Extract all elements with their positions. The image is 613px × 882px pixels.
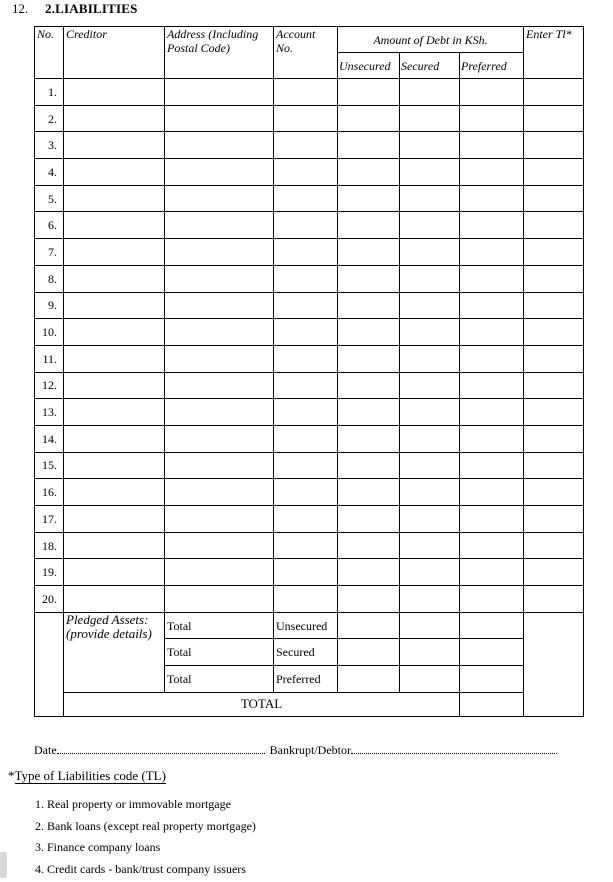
creditor-cell[interactable] [64, 479, 165, 506]
tl-cell[interactable] [524, 239, 584, 266]
tl-code-list [35, 796, 256, 882]
address-cell[interactable] [165, 506, 274, 533]
preferred-cell[interactable] [460, 185, 524, 212]
creditor-cell[interactable] [64, 185, 165, 212]
preferred-cell[interactable] [460, 239, 524, 266]
summary-row [35, 612, 584, 639]
account-cell[interactable] [274, 265, 338, 292]
address-cell[interactable] [165, 532, 274, 559]
row-number: 14. [35, 425, 64, 452]
unsecured-cell[interactable] [338, 319, 400, 346]
preferred-cell[interactable] [460, 532, 524, 559]
row-number: 9. [35, 292, 64, 319]
summary-amount-cell[interactable] [338, 639, 400, 666]
row-number: 5. [35, 185, 64, 212]
table-row [35, 212, 584, 239]
tl-summary-cell[interactable] [524, 612, 584, 716]
account-cell[interactable] [274, 319, 338, 346]
total-kind-label: Unsecured [274, 612, 338, 639]
table-row [35, 586, 584, 613]
tl-cell[interactable] [524, 559, 584, 586]
tl-cell[interactable] [524, 212, 584, 239]
header-creditor: Creditor [64, 27, 165, 79]
total-label: Total [165, 666, 274, 693]
table-row [35, 132, 584, 159]
unsecured-cell[interactable] [338, 185, 400, 212]
tl-cell[interactable] [524, 292, 584, 319]
account-cell[interactable] [274, 79, 338, 106]
creditor-cell[interactable] [64, 506, 165, 533]
summary-amount-cell[interactable] [400, 612, 460, 639]
creditor-cell[interactable] [64, 79, 165, 106]
preferred-cell[interactable] [460, 319, 524, 346]
unsecured-cell[interactable] [338, 586, 400, 613]
tl-cell[interactable] [524, 506, 584, 533]
address-cell[interactable] [165, 185, 274, 212]
tl-cell[interactable] [524, 452, 584, 479]
row-number: 2. [35, 105, 64, 132]
secured-cell[interactable] [400, 239, 460, 266]
table-row [35, 452, 584, 479]
address-cell[interactable] [165, 425, 274, 452]
address-cell[interactable] [165, 159, 274, 186]
header-no: No. [35, 27, 64, 79]
creditor-cell[interactable] [64, 292, 165, 319]
table-row [35, 79, 584, 106]
table-row [35, 399, 584, 426]
secured-cell[interactable] [400, 559, 460, 586]
table-row [35, 319, 584, 346]
unsecured-cell[interactable] [338, 425, 400, 452]
preferred-cell[interactable] [460, 559, 524, 586]
tl-cell[interactable] [524, 79, 584, 106]
secured-cell[interactable] [400, 372, 460, 399]
row-number: 8. [35, 265, 64, 292]
unsecured-cell[interactable] [338, 506, 400, 533]
preferred-cell[interactable] [460, 506, 524, 533]
header-enter-tl: Enter Tl* [524, 27, 584, 79]
address-cell[interactable] [165, 79, 274, 106]
preferred-cell[interactable] [460, 265, 524, 292]
unsecured-cell[interactable] [338, 532, 400, 559]
creditor-cell[interactable] [64, 319, 165, 346]
unsecured-cell[interactable] [338, 132, 400, 159]
account-cell[interactable] [274, 185, 338, 212]
account-cell[interactable] [274, 586, 338, 613]
creditor-cell[interactable] [64, 452, 165, 479]
row-number: 12. [35, 372, 64, 399]
address-cell[interactable] [165, 239, 274, 266]
table-row [35, 532, 584, 559]
scan-edge-mark [0, 852, 7, 878]
preferred-cell[interactable] [460, 132, 524, 159]
secured-cell[interactable] [400, 506, 460, 533]
account-cell[interactable] [274, 105, 338, 132]
tl-marker: * [8, 768, 15, 783]
preferred-cell[interactable] [460, 345, 524, 372]
row-number: 19. [35, 559, 64, 586]
tl-cell[interactable] [524, 425, 584, 452]
secured-cell[interactable] [400, 399, 460, 426]
grand-total-row [35, 692, 584, 716]
unsecured-cell[interactable] [338, 265, 400, 292]
row-number: 13. [35, 399, 64, 426]
table-row [35, 559, 584, 586]
section-number: 12. [12, 1, 45, 17]
creditor-cell[interactable] [64, 239, 165, 266]
header-address: Address (Including Postal Code) [165, 27, 274, 79]
tl-cell[interactable] [524, 132, 584, 159]
table-row [35, 345, 584, 372]
blank-cell [35, 612, 64, 716]
unsecured-cell[interactable] [338, 345, 400, 372]
account-cell[interactable] [274, 212, 338, 239]
address-cell[interactable] [165, 399, 274, 426]
creditor-cell[interactable] [64, 132, 165, 159]
table-row [35, 506, 584, 533]
unsecured-cell[interactable] [338, 79, 400, 106]
creditor-cell[interactable] [64, 399, 165, 426]
address-cell[interactable] [165, 586, 274, 613]
address-cell[interactable] [165, 105, 274, 132]
row-number: 11. [35, 345, 64, 372]
row-number: 1. [35, 79, 64, 106]
account-cell[interactable] [274, 132, 338, 159]
creditor-cell[interactable] [64, 212, 165, 239]
list-item: 2. Bank loans (except real property mortgage) [35, 818, 256, 840]
row-number: 6. [35, 212, 64, 239]
secured-cell[interactable] [400, 319, 460, 346]
address-cell[interactable] [165, 559, 274, 586]
secured-cell[interactable] [400, 212, 460, 239]
preferred-cell[interactable] [460, 586, 524, 613]
row-number: 18. [35, 532, 64, 559]
secured-cell[interactable] [400, 479, 460, 506]
account-cell[interactable] [274, 452, 338, 479]
secured-cell[interactable] [400, 79, 460, 106]
table-row [35, 479, 584, 506]
grand-total-label: TOTAL [64, 692, 460, 716]
address-cell[interactable] [165, 265, 274, 292]
preferred-cell[interactable] [460, 425, 524, 452]
row-number: 7. [35, 239, 64, 266]
total-label: Total [165, 612, 274, 639]
address-cell[interactable] [165, 132, 274, 159]
date-label: Date [34, 743, 57, 757]
tl-cell[interactable] [524, 479, 584, 506]
list-item: 4. Credit cards - bank/trust company issuers [35, 861, 256, 882]
preferred-cell[interactable] [460, 105, 524, 132]
preferred-cell[interactable] [460, 79, 524, 106]
summary-amount-cell[interactable] [338, 666, 400, 693]
secured-cell[interactable] [400, 132, 460, 159]
creditor-cell[interactable] [64, 159, 165, 186]
creditor-cell[interactable] [64, 532, 165, 559]
tl-cell[interactable] [524, 159, 584, 186]
account-cell[interactable] [274, 399, 338, 426]
date-field[interactable] [57, 744, 265, 754]
unsecured-cell[interactable] [338, 479, 400, 506]
creditor-cell[interactable] [64, 105, 165, 132]
header-account-no: Account No. [274, 27, 338, 79]
tl-cell[interactable] [524, 105, 584, 132]
address-cell[interactable] [165, 319, 274, 346]
tl-cell[interactable] [524, 399, 584, 426]
section-heading [12, 1, 138, 17]
row-number: 16. [35, 479, 64, 506]
account-cell[interactable] [274, 479, 338, 506]
header-preferred: Preferred [460, 53, 524, 79]
account-cell[interactable] [274, 506, 338, 533]
tl-title-text: Type of Liabilities code (TL) [15, 768, 166, 784]
header-amount-of-debt: Amount of Debt in KSh. [338, 27, 524, 53]
summary-amount-cell[interactable] [400, 639, 460, 666]
table-row [35, 425, 584, 452]
address-cell[interactable] [165, 212, 274, 239]
row-number: 4. [35, 159, 64, 186]
address-cell[interactable] [165, 292, 274, 319]
header-secured: Secured [400, 53, 460, 79]
secured-cell[interactable] [400, 452, 460, 479]
preferred-cell[interactable] [460, 212, 524, 239]
table-row [35, 239, 584, 266]
summary-amount-cell[interactable] [460, 639, 524, 666]
secured-cell[interactable] [400, 292, 460, 319]
preferred-cell[interactable] [460, 159, 524, 186]
table-row [35, 159, 584, 186]
creditor-cell[interactable] [64, 425, 165, 452]
row-number: 17. [35, 506, 64, 533]
secured-cell[interactable] [400, 425, 460, 452]
summary-amount-cell[interactable] [460, 666, 524, 693]
tl-cell[interactable] [524, 185, 584, 212]
table-row [35, 292, 584, 319]
section-title: 2.LIABILITIES [45, 1, 138, 16]
tl-cell[interactable] [524, 532, 584, 559]
unsecured-cell[interactable] [338, 292, 400, 319]
row-number: 10. [35, 319, 64, 346]
grand-total-amount-cell[interactable] [460, 692, 524, 716]
row-number: 20. [35, 586, 64, 613]
secured-cell[interactable] [400, 532, 460, 559]
tl-cell[interactable] [524, 319, 584, 346]
secured-cell[interactable] [400, 265, 460, 292]
secured-cell[interactable] [400, 159, 460, 186]
secured-cell[interactable] [400, 345, 460, 372]
row-number: 15. [35, 452, 64, 479]
total-kind-label: Preferred [274, 666, 338, 693]
unsecured-cell[interactable] [338, 159, 400, 186]
account-cell[interactable] [274, 239, 338, 266]
account-cell[interactable] [274, 372, 338, 399]
tl-cell[interactable] [524, 586, 584, 613]
preferred-cell[interactable] [460, 372, 524, 399]
tl-cell[interactable] [524, 372, 584, 399]
liabilities-table [34, 26, 584, 717]
preferred-cell[interactable] [460, 452, 524, 479]
total-label: Total [165, 639, 274, 666]
secured-cell[interactable] [400, 185, 460, 212]
preferred-cell[interactable] [460, 292, 524, 319]
unsecured-cell[interactable] [338, 105, 400, 132]
summary-amount-cell[interactable] [460, 612, 524, 639]
creditor-cell[interactable] [64, 559, 165, 586]
creditor-cell[interactable] [64, 265, 165, 292]
secured-cell[interactable] [400, 586, 460, 613]
table-row [35, 105, 584, 132]
account-cell[interactable] [274, 159, 338, 186]
unsecured-cell[interactable] [338, 452, 400, 479]
tl-cell[interactable] [524, 265, 584, 292]
secured-cell[interactable] [400, 105, 460, 132]
creditor-cell[interactable] [64, 372, 165, 399]
table-row [35, 185, 584, 212]
address-cell[interactable] [165, 372, 274, 399]
row-number: 3. [35, 132, 64, 159]
tl-cell[interactable] [524, 345, 584, 372]
address-cell[interactable] [165, 479, 274, 506]
unsecured-cell[interactable] [338, 239, 400, 266]
signature-line [34, 743, 557, 758]
summary-amount-cell[interactable] [338, 612, 400, 639]
preferred-cell[interactable] [460, 479, 524, 506]
unsecured-cell[interactable] [338, 372, 400, 399]
unsecured-cell[interactable] [338, 559, 400, 586]
address-cell[interactable] [165, 345, 274, 372]
account-cell[interactable] [274, 559, 338, 586]
account-cell[interactable] [274, 425, 338, 452]
preferred-cell[interactable] [460, 399, 524, 426]
debtor-field[interactable] [351, 744, 557, 754]
unsecured-cell[interactable] [338, 399, 400, 426]
tl-legend-title [8, 768, 166, 784]
address-cell[interactable] [165, 452, 274, 479]
summary-amount-cell[interactable] [400, 666, 460, 693]
creditor-cell[interactable] [64, 586, 165, 613]
debtor-label: Bankrupt/Debtor [270, 743, 351, 757]
list-item: 1. Real property or immovable mortgage [35, 796, 256, 818]
unsecured-cell[interactable] [338, 212, 400, 239]
table-row [35, 372, 584, 399]
account-cell[interactable] [274, 345, 338, 372]
creditor-cell[interactable] [64, 345, 165, 372]
account-cell[interactable] [274, 532, 338, 559]
pledged-assets-label: Pledged Assets: (provide details) [64, 612, 165, 692]
table-row [35, 265, 584, 292]
header-unsecured: Unsecured [338, 53, 400, 79]
account-cell[interactable] [274, 292, 338, 319]
total-kind-label: Secured [274, 639, 338, 666]
list-item: 3. Finance company loans [35, 839, 256, 861]
